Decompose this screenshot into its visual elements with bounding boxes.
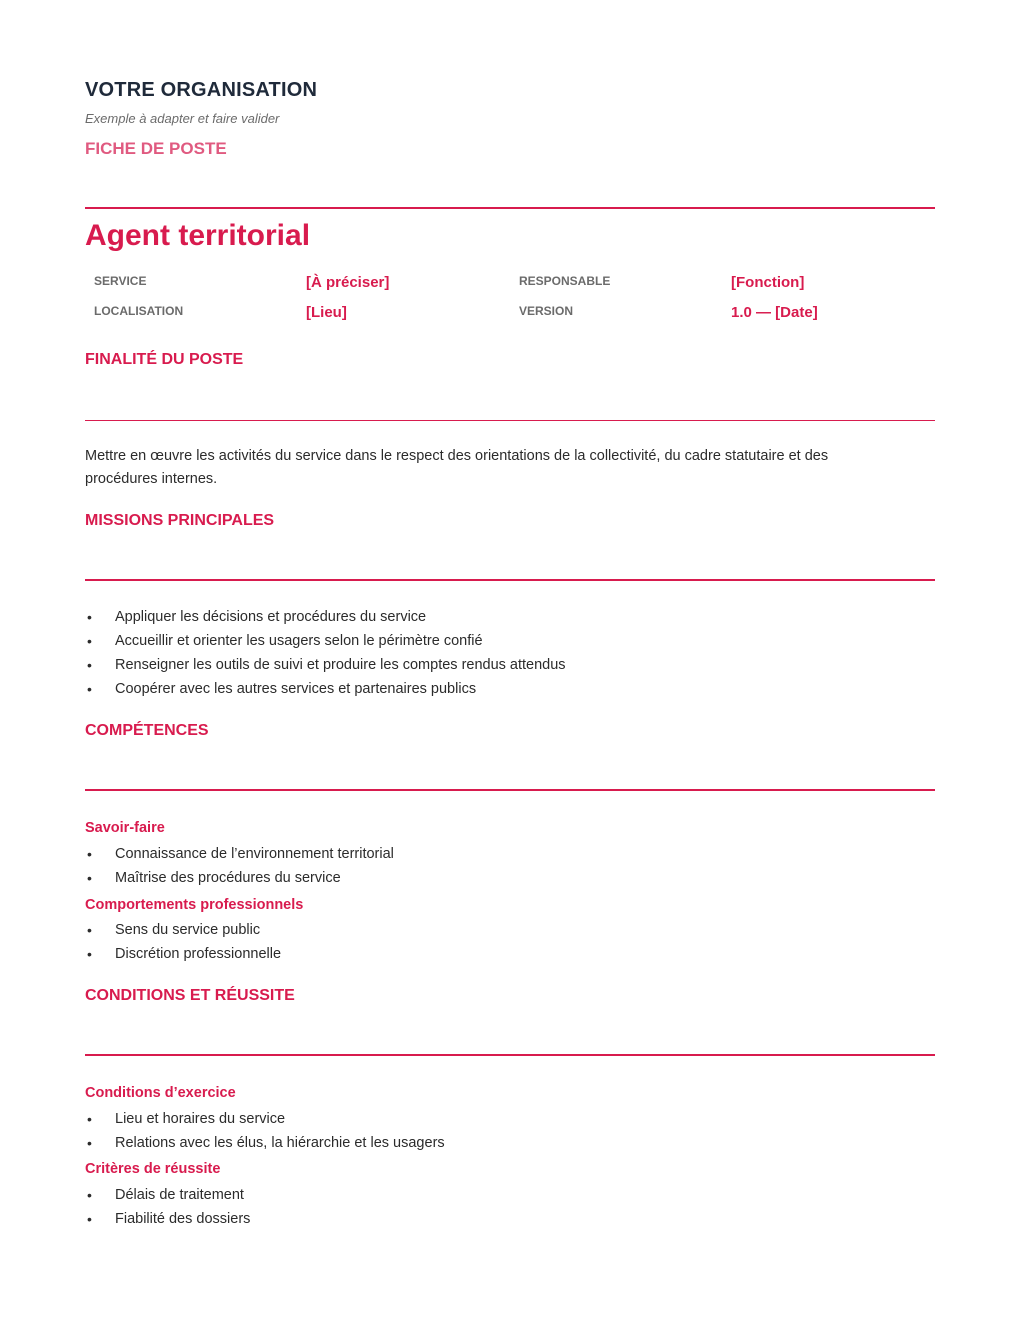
list-item: • Maîtrise des procédures du service — [87, 870, 341, 886]
template-note: Exemple à adapter et faire valider — [85, 111, 280, 126]
conditions-heading: CONDITIONS ET RÉUSSITE — [85, 987, 295, 1004]
version-value: 1.0 — [Date] — [731, 304, 818, 321]
exercice-heading: Conditions d’exercice — [85, 1085, 236, 1101]
job-title: Agent territorial — [85, 219, 311, 252]
responsable-label: RESPONSABLE — [519, 274, 611, 288]
comportements-heading: Comportements professionnels — [85, 897, 304, 913]
localisation-label: LOCALISATION — [94, 304, 184, 318]
list-item: • Renseigner les outils de suivi et produire les comptes rendus attendus — [87, 657, 566, 673]
comportements-list — [85, 918, 281, 966]
competences-divider — [85, 789, 935, 791]
responsable-value: [Fonction] — [731, 274, 805, 291]
finalite-divider — [85, 420, 935, 421]
list-item: • Connaissance de l’environnement territorial — [87, 846, 394, 862]
conditions-divider — [85, 1054, 935, 1056]
finalite-heading: FINALITÉ DU POSTE — [85, 351, 244, 368]
competences-heading: COMPÉTENCES — [85, 722, 209, 739]
service-label: SERVICE — [94, 274, 147, 288]
document-type: FICHE DE POSTE — [85, 139, 227, 158]
missions-divider — [85, 579, 935, 581]
missions-heading: MISSIONS PRINCIPALES — [85, 512, 275, 529]
savoir-faire-list — [85, 842, 394, 890]
list-item: • Relations avec les élus, la hiérarchie et les usagers — [87, 1135, 445, 1151]
list-item: • Coopérer avec les autres services et partenaires publics — [87, 681, 477, 697]
list-item: • Sens du service public — [87, 922, 261, 938]
missions-list — [85, 605, 566, 701]
service-value: [À préciser] — [306, 274, 390, 291]
version-label: VERSION — [519, 304, 574, 318]
list-item: • Appliquer les décisions et procédures du service — [87, 609, 427, 625]
list-item: • Délais de traitement — [87, 1187, 244, 1203]
list-item: • Lieu et horaires du service — [87, 1111, 286, 1127]
organization-name: VOTRE ORGANISATION — [85, 79, 318, 101]
header-divider — [85, 207, 935, 209]
list-item: • Accueillir et orienter les usagers selon le périmètre confié — [87, 633, 483, 649]
criteres-heading: Critères de réussite — [85, 1161, 221, 1177]
localisation-value: [Lieu] — [306, 304, 347, 321]
finalite-text: Mettre en œuvre les activités du service dans le respect des orientations de la collectivité, du cadre statutaire et des procédures internes. — [85, 448, 829, 487]
exercice-list — [85, 1107, 445, 1155]
list-item: • Discrétion professionnelle — [87, 946, 282, 962]
list-item: • Fiabilité des dossiers — [87, 1211, 251, 1227]
savoir-faire-heading: Savoir-faire — [85, 820, 165, 836]
criteres-list — [85, 1183, 250, 1231]
